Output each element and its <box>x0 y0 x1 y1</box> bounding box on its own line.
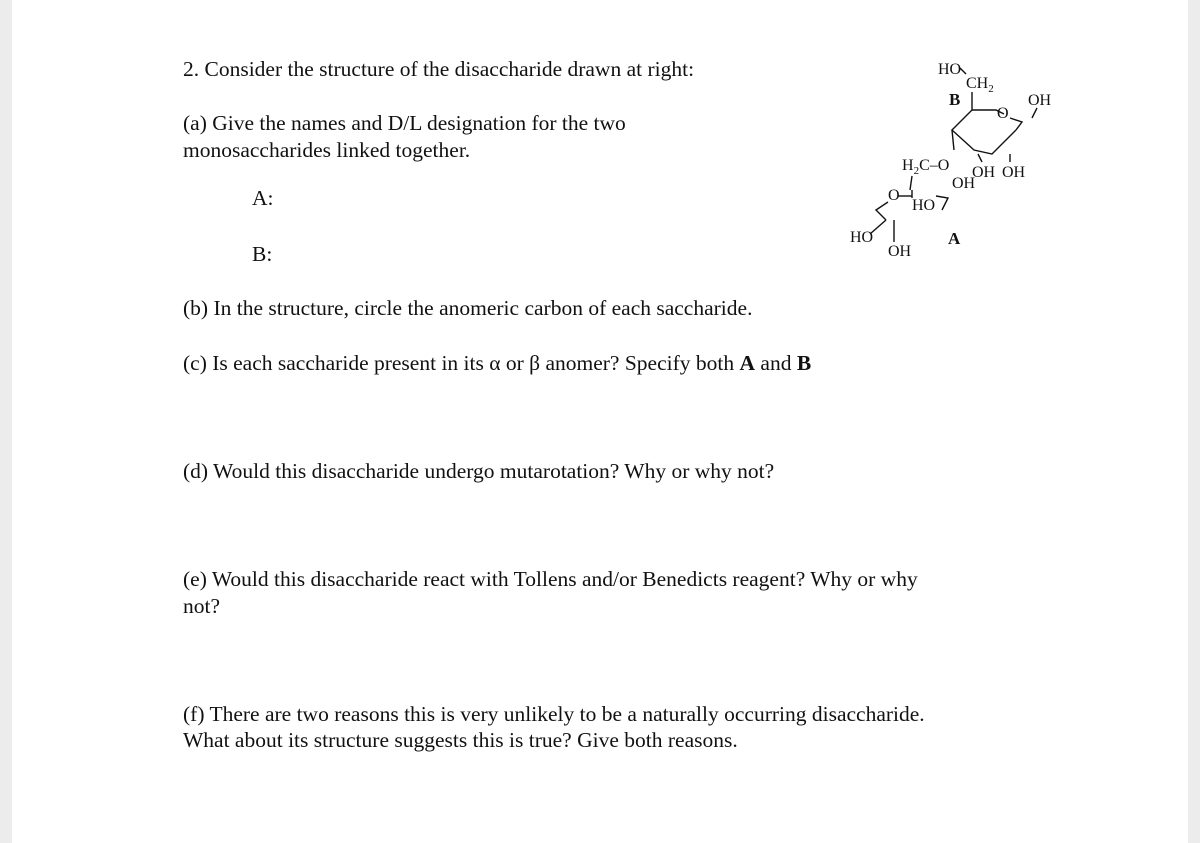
ho-top-label: HO <box>938 61 962 78</box>
part-d-text: (d) Would this disaccharide undergo mutarotation? Why or why not? <box>183 459 775 483</box>
part-c-bold-b: B <box>796 351 812 375</box>
ring-a-bond-left <box>876 202 888 220</box>
part-c-text: (c) Is each saccharide present in its α or β anomer? Specify both A and B <box>183 351 812 375</box>
ring-b-oh-2: OH <box>972 164 996 181</box>
bond-glycosidic <box>952 130 954 150</box>
ring-a-label: A <box>948 229 961 248</box>
part-e-line-1: (e) Would this disaccharide react with Tollens and/or Benedicts reagent? Why or why <box>183 567 918 591</box>
ring-a-oh-3: OH <box>888 243 912 260</box>
question-title: 2. Consider the structure of the disaccharide drawn at right: <box>183 57 695 81</box>
part-c-bold-a: A <box>739 351 756 375</box>
ring-a-ho-1: HO <box>912 197 936 214</box>
linker-h2c: $H_2C-O$ <box>902 157 950 177</box>
part-b-text: (b) In the structure, circle the anomeric carbon of each saccharide. <box>183 296 753 320</box>
ring-b-oh-4: OH <box>952 175 976 192</box>
ring-b-oh-1: OH <box>1028 92 1052 109</box>
part-f-line-2: What about its structure suggests this is true? Give both reasons. <box>183 728 738 752</box>
ring-a-bond-right <box>936 196 948 210</box>
bond-oh-1 <box>1032 108 1037 118</box>
ring-b-oxygen: O <box>997 105 1009 122</box>
bond-ho-2 <box>870 220 886 234</box>
bond-oh-2 <box>978 154 982 162</box>
part-e-line-2: not? <box>183 594 221 618</box>
ring-b-bond-right <box>1010 118 1022 130</box>
ring-a-ho-2: HO <box>850 229 874 246</box>
answer-label-a: A: <box>252 186 274 210</box>
worksheet-page <box>12 0 1188 843</box>
ring-b-oh-3: OH <box>1002 164 1026 181</box>
ring-b-label: B <box>949 90 961 109</box>
part-f-line-1: (f) There are two reasons this is very unlikely to be a naturally occurring disaccharide. <box>183 702 925 726</box>
part-a-line-1: (a) Give the names and D/L designation for the two <box>183 111 626 135</box>
bond-ch2-a <box>910 176 912 190</box>
disaccharide-structure <box>832 50 1072 270</box>
answer-label-b: B: <box>252 242 273 266</box>
ring-a-oxygen: O <box>888 187 900 204</box>
part-a-line-2: monosaccharides linked together. <box>183 138 471 162</box>
ch2-label: $CH_2$ <box>966 75 994 95</box>
